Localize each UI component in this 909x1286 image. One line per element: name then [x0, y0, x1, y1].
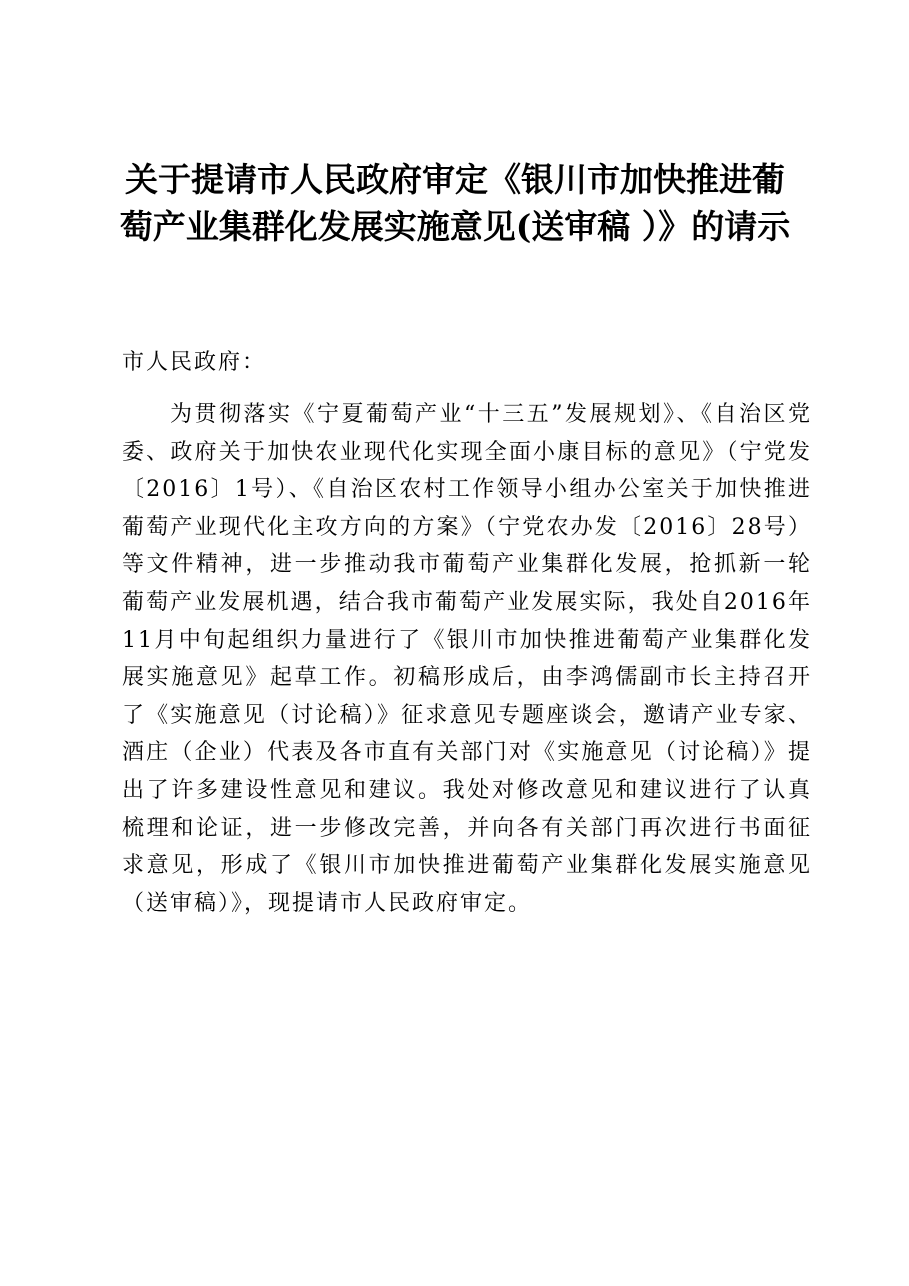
body-paragraph: 为贯彻落实《宁夏葡萄产业“十三五”发展规划》、《自治区党委、政府关于加快农业现代化实现全面小康目标的意见》（宁党发〔2016〕1号）、《自治区农村工作领导小组办公室关于加快推进葡萄产业现代化主攻方向的方案》（宁党农办发〔2016〕28号）等文件精神，进一步推动我市葡萄产业集群化发展，抢抓新一轮葡萄产业发展机遇，结合我市葡萄产业发展实际，我处自2016年11月中旬起组织力量进行了《银川市加快推进葡萄产业集群化发展实施意见》起草工作。初稿形成后，由李鸿儒副市长主持召开了《实施意见（讨论稿）》征求意见专题座谈会，邀请产业专家、酒庄（企业）代表及各市直有关部门对《实施意见（讨论稿）》提出了许多建设性意见和建议。我处对修改意见和建议进行了认真梳理和论证，进一步修改完善，并向各有关部门再次进行书面征求意见，形成了《银川市加快推进葡萄产业集群化发展实施意见（送审稿）》，现提请市人民政府审定。 [122, 402, 812, 916]
document-title: 关于提请市人民政府审定《银川市加快推进葡萄产业集群化发展实施意见(送审稿 ）》的请示 [119, 160, 791, 246]
salutation: 市人民政府： [122, 350, 267, 375]
